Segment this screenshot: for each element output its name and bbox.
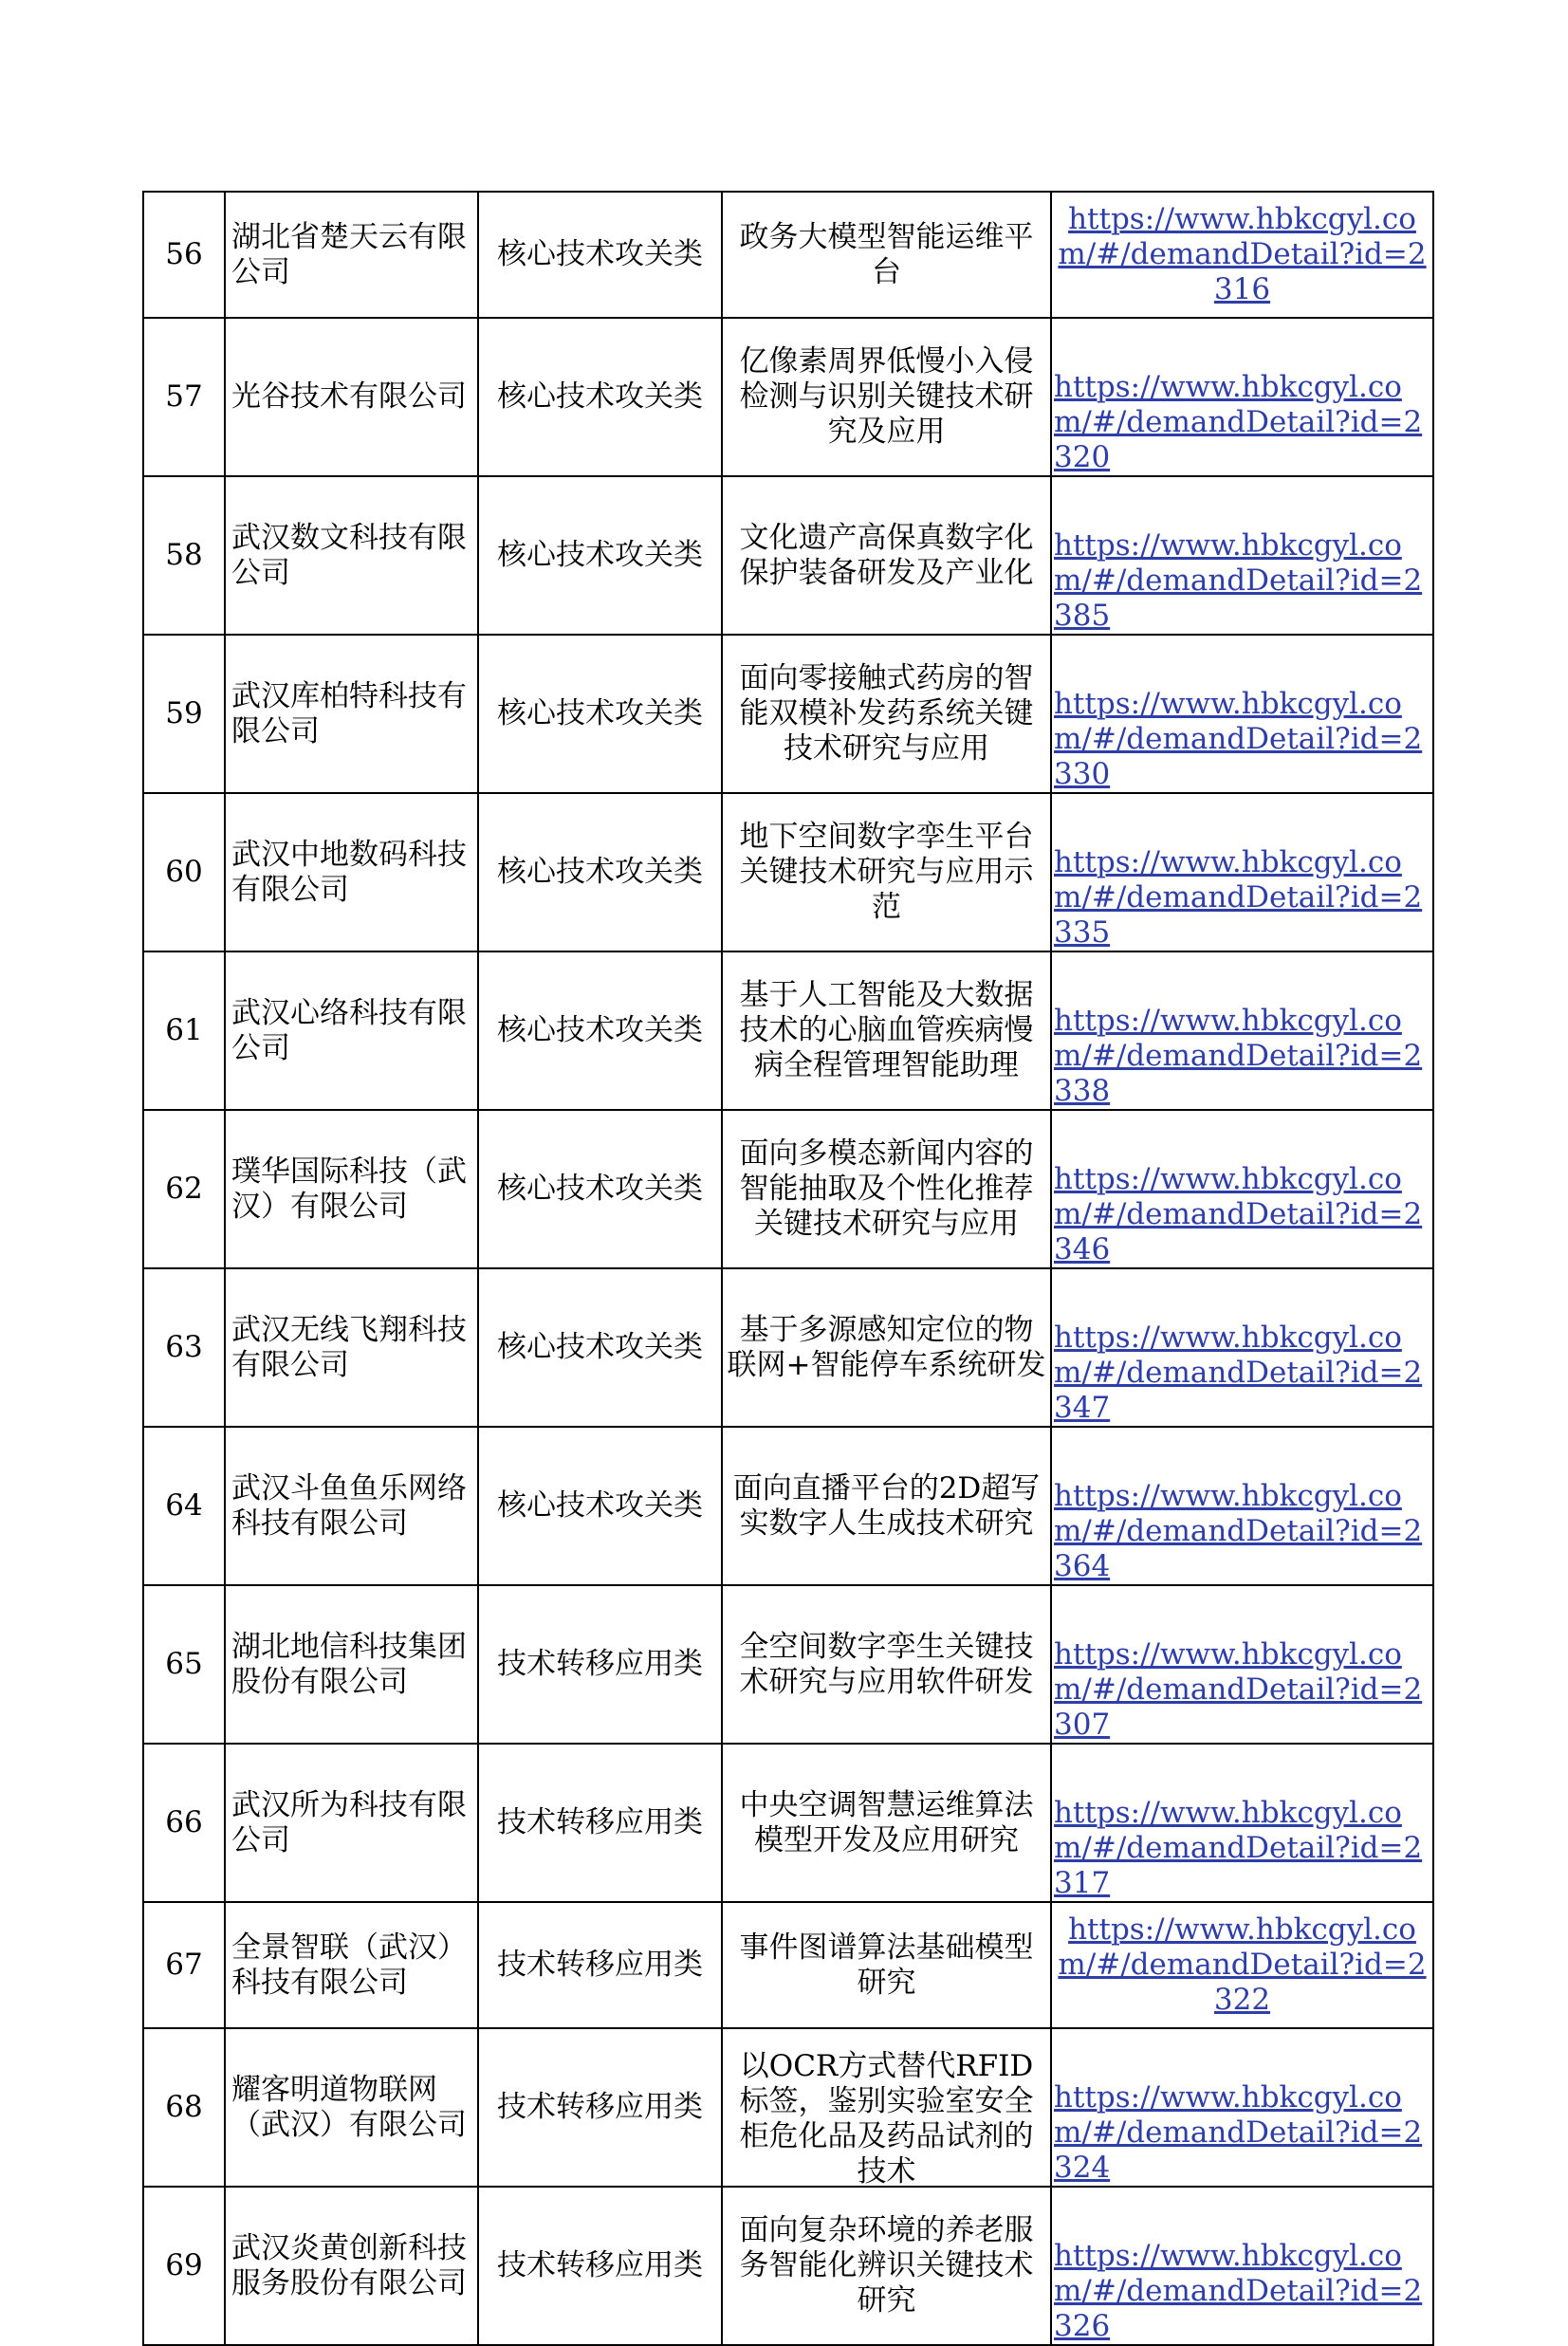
demand-detail-link[interactable]: https://www.hbkcgyl.com/#/demandDetail?id=2364 (1054, 1479, 1423, 1583)
demand-category: 技术转移应用类 (478, 1902, 722, 2028)
demand-link-cell (1051, 1585, 1433, 1744)
organization-name: 武汉中地数码科技有限公司 (225, 793, 478, 951)
organization-name: 湖北地信科技集团股份有限公司 (225, 1585, 478, 1744)
organization-name: 武汉所为科技有限公司 (225, 1744, 478, 1902)
demand-link-cell (1051, 1268, 1433, 1427)
demand-title-cell (722, 1427, 1051, 1585)
demand-title-cell (722, 1744, 1051, 1902)
table-row (143, 1268, 1433, 1427)
demand-title: 全空间数字孪生关键技术研究与应用软件研发 (739, 1629, 1034, 1699)
demand-link-cell (1051, 192, 1433, 318)
demand-category: 核心技术攻关类 (478, 1268, 722, 1427)
demand-link-cell (1051, 318, 1433, 476)
demand-detail-link[interactable]: https://www.hbkcgyl.com/#/demandDetail?id=2307 (1054, 1637, 1423, 1742)
organization-name: 武汉炎黄创新科技服务股份有限公司 (225, 2187, 478, 2345)
row-number: 67 (143, 1902, 225, 2028)
table-row (143, 192, 1433, 318)
demand-title-cell (722, 1268, 1051, 1427)
organization-name: 璞华国际科技（武汉）有限公司 (225, 1110, 478, 1268)
table-row (143, 318, 1433, 476)
demand-title-cell (722, 318, 1051, 476)
demand-category: 技术转移应用类 (478, 1585, 722, 1744)
demand-category: 技术转移应用类 (478, 2187, 722, 2345)
demand-title: 面向零接触式药房的智能双模补发药系统关键技术研究与应用 (739, 661, 1034, 766)
demand-title-cell (722, 635, 1051, 793)
row-number: 65 (143, 1585, 225, 1744)
demand-category: 核心技术攻关类 (478, 951, 722, 1110)
demand-category: 核心技术攻关类 (478, 635, 722, 793)
row-number: 61 (143, 951, 225, 1110)
row-number: 62 (143, 1110, 225, 1268)
demand-title-cell (722, 2187, 1051, 2345)
row-number: 66 (143, 1744, 225, 1902)
row-number: 68 (143, 2028, 225, 2187)
demand-detail-link[interactable]: https://www.hbkcgyl.com/#/demandDetail?id=2317 (1054, 1796, 1423, 1900)
demand-category: 核心技术攻关类 (478, 1427, 722, 1585)
demand-link-cell (1051, 1110, 1433, 1268)
row-number: 60 (143, 793, 225, 951)
demand-detail-link[interactable]: https://www.hbkcgyl.com/#/demandDetail?id=2347 (1054, 1321, 1423, 1425)
demand-detail-link[interactable]: https://www.hbkcgyl.com/#/demandDetail?id=2335 (1054, 845, 1423, 950)
demand-title: 文化遗产高保真数字化保护装备研发及产业化 (739, 520, 1034, 590)
demand-link-cell (1051, 1427, 1433, 1585)
demand-detail-link[interactable]: https://www.hbkcgyl.com/#/demandDetail?id=2385 (1054, 528, 1423, 633)
demand-link-cell (1051, 2187, 1433, 2345)
demand-detail-link[interactable]: https://www.hbkcgyl.com/#/demandDetail?id=2338 (1054, 1004, 1423, 1108)
table-row (143, 476, 1433, 635)
table-body (143, 192, 1433, 2345)
demand-title-cell (722, 476, 1051, 635)
demand-title: 地下空间数字孪生平台关键技术研究与应用示范 (739, 820, 1034, 924)
demand-link-cell (1051, 476, 1433, 635)
demand-title: 面向复杂环境的养老服务智能化辨识关键技术研究 (739, 2213, 1034, 2318)
row-number: 56 (143, 192, 225, 318)
demand-title-cell (722, 1585, 1051, 1744)
demand-title: 面向多模态新闻内容的智能抽取及个性化推荐关键技术研究与应用 (739, 1136, 1034, 1241)
demand-title: 事件图谱算法基础模型研究 (739, 1930, 1034, 2000)
demand-detail-link[interactable]: https://www.hbkcgyl.com/#/demandDetail?id=2316 (1058, 202, 1427, 306)
demand-title: 中央空调智慧运维算法模型开发及应用研究 (739, 1787, 1034, 1857)
organization-name: 武汉库柏特科技有限公司 (225, 635, 478, 793)
demand-title-cell (722, 2028, 1051, 2187)
demand-detail-link[interactable]: https://www.hbkcgyl.com/#/demandDetail?id=2322 (1058, 1912, 1427, 2017)
organization-name: 全景智联（武汉）科技有限公司 (225, 1902, 478, 2028)
table-row (143, 1585, 1433, 1744)
demand-category: 核心技术攻关类 (478, 192, 722, 318)
demand-title: 政务大模型智能运维平台 (739, 219, 1034, 289)
demand-link-cell (1051, 951, 1433, 1110)
demand-detail-link[interactable]: https://www.hbkcgyl.com/#/demandDetail?id=2320 (1054, 370, 1423, 474)
demand-title-cell (722, 951, 1051, 1110)
demand-link-cell (1051, 2028, 1433, 2187)
organization-name: 湖北省楚天云有限公司 (225, 192, 478, 318)
demand-title: 以OCR方式替代RFID标签，鉴别实验室安全柜危化品及药品试剂的技术 (739, 2048, 1034, 2189)
demand-link-cell (1051, 793, 1433, 951)
row-number: 57 (143, 318, 225, 476)
demand-detail-link[interactable]: https://www.hbkcgyl.com/#/demandDetail?id=2324 (1054, 2080, 1423, 2185)
demand-detail-link[interactable]: https://www.hbkcgyl.com/#/demandDetail?id=2330 (1054, 687, 1423, 791)
demand-category: 核心技术攻关类 (478, 318, 722, 476)
demand-link-cell (1051, 635, 1433, 793)
demand-category: 核心技术攻关类 (478, 476, 722, 635)
demand-title-cell (722, 1110, 1051, 1268)
table-row (143, 793, 1433, 951)
demand-title: 面向直播平台的2D超写实数字人生成技术研究 (732, 1470, 1041, 1541)
demand-detail-link[interactable]: https://www.hbkcgyl.com/#/demandDetail?id=2326 (1054, 2239, 1423, 2343)
organization-name: 武汉心络科技有限公司 (225, 951, 478, 1110)
demand-category: 技术转移应用类 (478, 1744, 722, 1902)
table-row (143, 1427, 1433, 1585)
demand-title: 基于多源感知定位的物联网+智能停车系统研发 (727, 1312, 1046, 1382)
table-row (143, 2028, 1433, 2187)
organization-name: 耀客明道物联网（武汉）有限公司 (225, 2028, 478, 2187)
table-row (143, 2187, 1433, 2345)
row-number: 69 (143, 2187, 225, 2345)
organization-name: 武汉无线飞翔科技有限公司 (225, 1268, 478, 1427)
organization-name: 武汉斗鱼鱼乐网络科技有限公司 (225, 1427, 478, 1585)
demand-title-cell (722, 1902, 1051, 2028)
table-row (143, 951, 1433, 1110)
organization-name: 武汉数文科技有限公司 (225, 476, 478, 635)
demand-detail-link[interactable]: https://www.hbkcgyl.com/#/demandDetail?id=2346 (1054, 1162, 1423, 1266)
table-row (143, 1902, 1433, 2028)
demand-link-cell (1051, 1902, 1433, 2028)
row-number: 63 (143, 1268, 225, 1427)
table-row (143, 1744, 1433, 1902)
row-number: 64 (143, 1427, 225, 1585)
demand-link-cell (1051, 1744, 1433, 1902)
table-row (143, 1110, 1433, 1268)
demand-title-cell (722, 793, 1051, 951)
organization-name: 光谷技术有限公司 (225, 318, 478, 476)
demand-category: 核心技术攻关类 (478, 793, 722, 951)
demand-title: 基于人工智能及大数据技术的心脑血管疾病慢病全程管理智能助理 (739, 978, 1034, 1082)
row-number: 59 (143, 635, 225, 793)
demand-title: 亿像素周界低慢小入侵检测与识别关键技术研究及应用 (739, 344, 1034, 449)
demand-category: 核心技术攻关类 (478, 1110, 722, 1268)
demand-table (142, 191, 1434, 2346)
demand-category: 技术转移应用类 (478, 2028, 722, 2187)
table-row (143, 635, 1433, 793)
row-number: 58 (143, 476, 225, 635)
demand-title-cell (722, 192, 1051, 318)
